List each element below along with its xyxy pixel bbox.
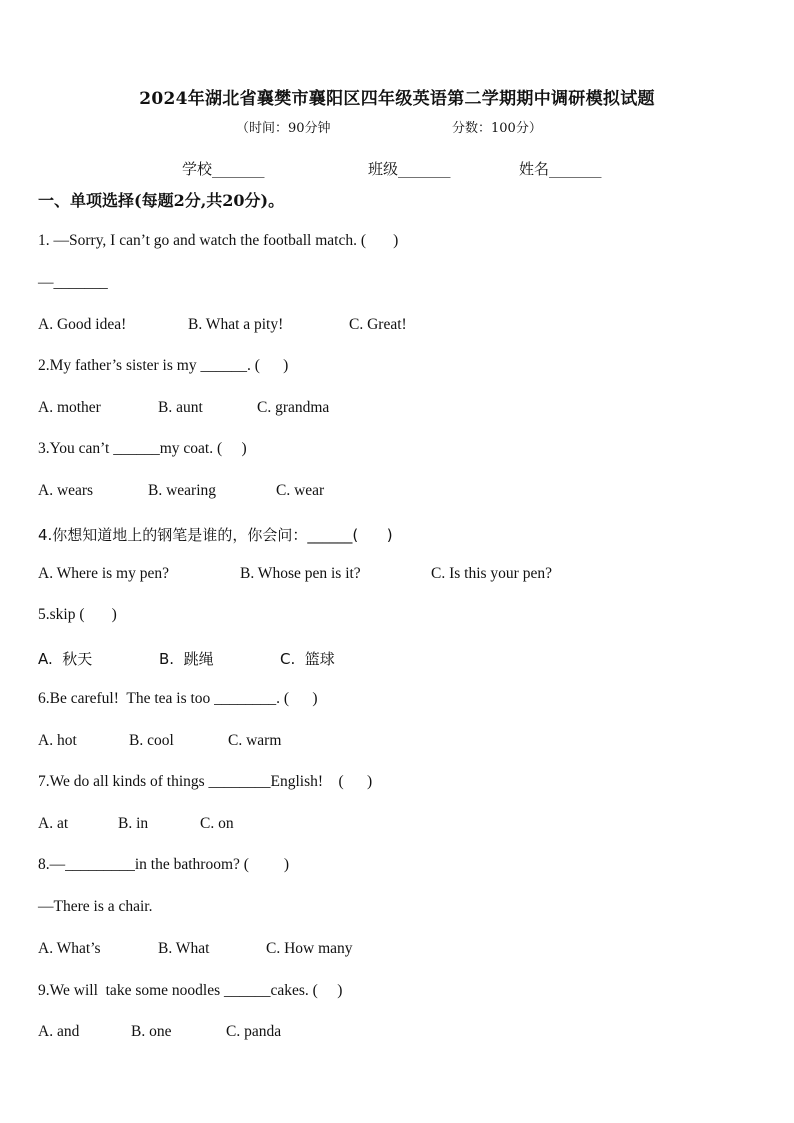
option-a[interactable]: A. mother: [38, 399, 101, 416]
option-c[interactable]: C. panda: [226, 1023, 282, 1040]
question-4-stem: 4.你想知道地上的钢笔是谁的，你会问：______( ): [38, 526, 393, 544]
option-a[interactable]: A. at: [38, 815, 69, 832]
option-b[interactable]: B. wearing: [148, 482, 217, 499]
option-c[interactable]: C. Great!: [349, 316, 407, 333]
option-b[interactable]: B. aunt: [158, 399, 203, 416]
option-c[interactable]: C. on: [200, 815, 234, 832]
option-a[interactable]: A. hot: [38, 732, 77, 749]
question-3-stem: 3.You can’t ______my coat. ( ): [38, 440, 247, 457]
question-9-stem: 9.We will take some noodles ______cakes. ( ): [38, 982, 343, 999]
option-b[interactable]: B. What: [158, 940, 210, 957]
question-8-stem: 8.—_________in the bathroom? ( ): [38, 856, 289, 873]
option-c[interactable]: C. How many: [266, 940, 353, 957]
question-5-stem: 5.skip ( ): [38, 606, 117, 623]
option-b[interactable]: B. Whose pen is it?: [240, 565, 361, 582]
option-a[interactable]: A. wears: [38, 482, 94, 499]
section-heading: 一、单项选择(每题2分,共20分)。: [38, 191, 285, 210]
class-field[interactable]: 班级_______: [368, 160, 451, 178]
exam-time: （时间：90分钟: [236, 121, 331, 136]
option-b[interactable]: B. cool: [129, 732, 174, 749]
option-b[interactable]: B. in: [118, 815, 149, 832]
question-6-stem: 6.Be careful! The tea is too ________. ( ): [38, 690, 318, 707]
option-c[interactable]: C. grandma: [257, 399, 330, 416]
option-a[interactable]: A. Good idea!: [38, 316, 127, 333]
name-field[interactable]: 姓名_______: [519, 160, 602, 178]
option-a[interactable]: A. What’s: [38, 940, 101, 957]
question-8-reply: —There is a chair.: [38, 898, 153, 915]
question-1-reply[interactable]: —_______: [38, 274, 108, 291]
option-a[interactable]: A. Where is my pen?: [38, 565, 169, 582]
option-c[interactable]: C. wear: [276, 482, 325, 499]
option-a[interactable]: A. 秋天: [38, 650, 93, 668]
exam-score: 分数：100分）: [452, 121, 542, 136]
option-c[interactable]: C. Is this your pen?: [431, 565, 552, 582]
page-title: 2024年湖北省襄樊市襄阳区四年级英语第二学期期中调研模拟试题: [139, 89, 655, 109]
option-b[interactable]: B. one: [131, 1023, 172, 1040]
option-a[interactable]: A. and: [38, 1023, 80, 1040]
option-b[interactable]: B. What a pity!: [188, 316, 284, 333]
question-1-stem: 1. —Sorry, I can’t go and watch the football match. ( ): [38, 232, 399, 249]
option-c[interactable]: C. warm: [228, 732, 282, 749]
option-c[interactable]: C. 篮球: [280, 650, 335, 668]
school-field[interactable]: 学校_______: [182, 160, 265, 178]
question-7-stem: 7.We do all kinds of things ________English! ( ): [38, 773, 373, 790]
question-2-stem: 2.My father’s sister is my ______. ( ): [38, 357, 289, 374]
option-b[interactable]: B. 跳绳: [159, 650, 214, 668]
